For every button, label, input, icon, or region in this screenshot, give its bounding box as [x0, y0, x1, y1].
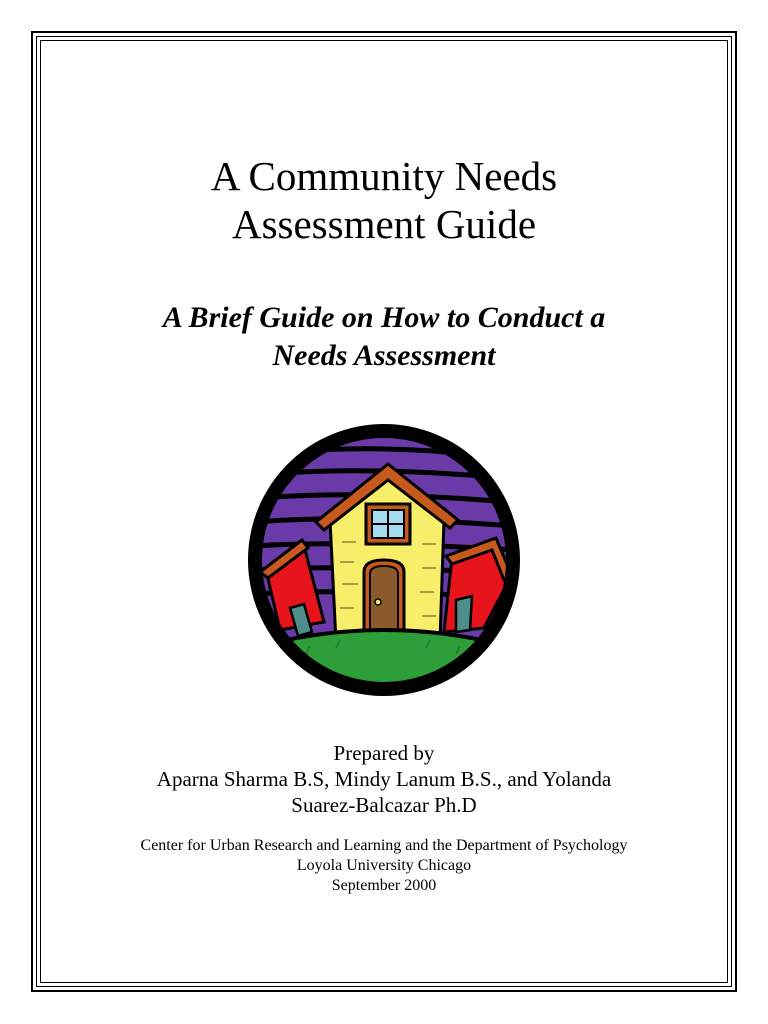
title-line-2: Assessment Guide: [231, 201, 537, 247]
document-subtitle: [40, 299, 728, 375]
document-title: [40, 152, 728, 248]
affiliation-block: [40, 836, 728, 896]
title-line-1: A Community Needs: [210, 153, 558, 199]
prepared-by-block: [40, 740, 728, 818]
subtitle-line-1: A Brief Guide on How to Conduct a: [162, 301, 606, 334]
house-clipart-icon: [246, 422, 522, 698]
authors-line-2: Suarez-Balcazar Ph.D: [291, 793, 477, 817]
affiliation-university: Loyola University Chicago: [296, 857, 472, 874]
authors-line-1: Aparna Sharma B.S, Mindy Lanum B.S., and Yolanda: [156, 767, 612, 791]
prepared-by-label: Prepared by: [333, 741, 435, 765]
affiliation-department: Center for Urban Research and Learning and the Department of Psychology: [140, 837, 628, 854]
publication-date: September 2000: [331, 877, 437, 894]
subtitle-line-2: Needs Assessment: [272, 339, 496, 372]
